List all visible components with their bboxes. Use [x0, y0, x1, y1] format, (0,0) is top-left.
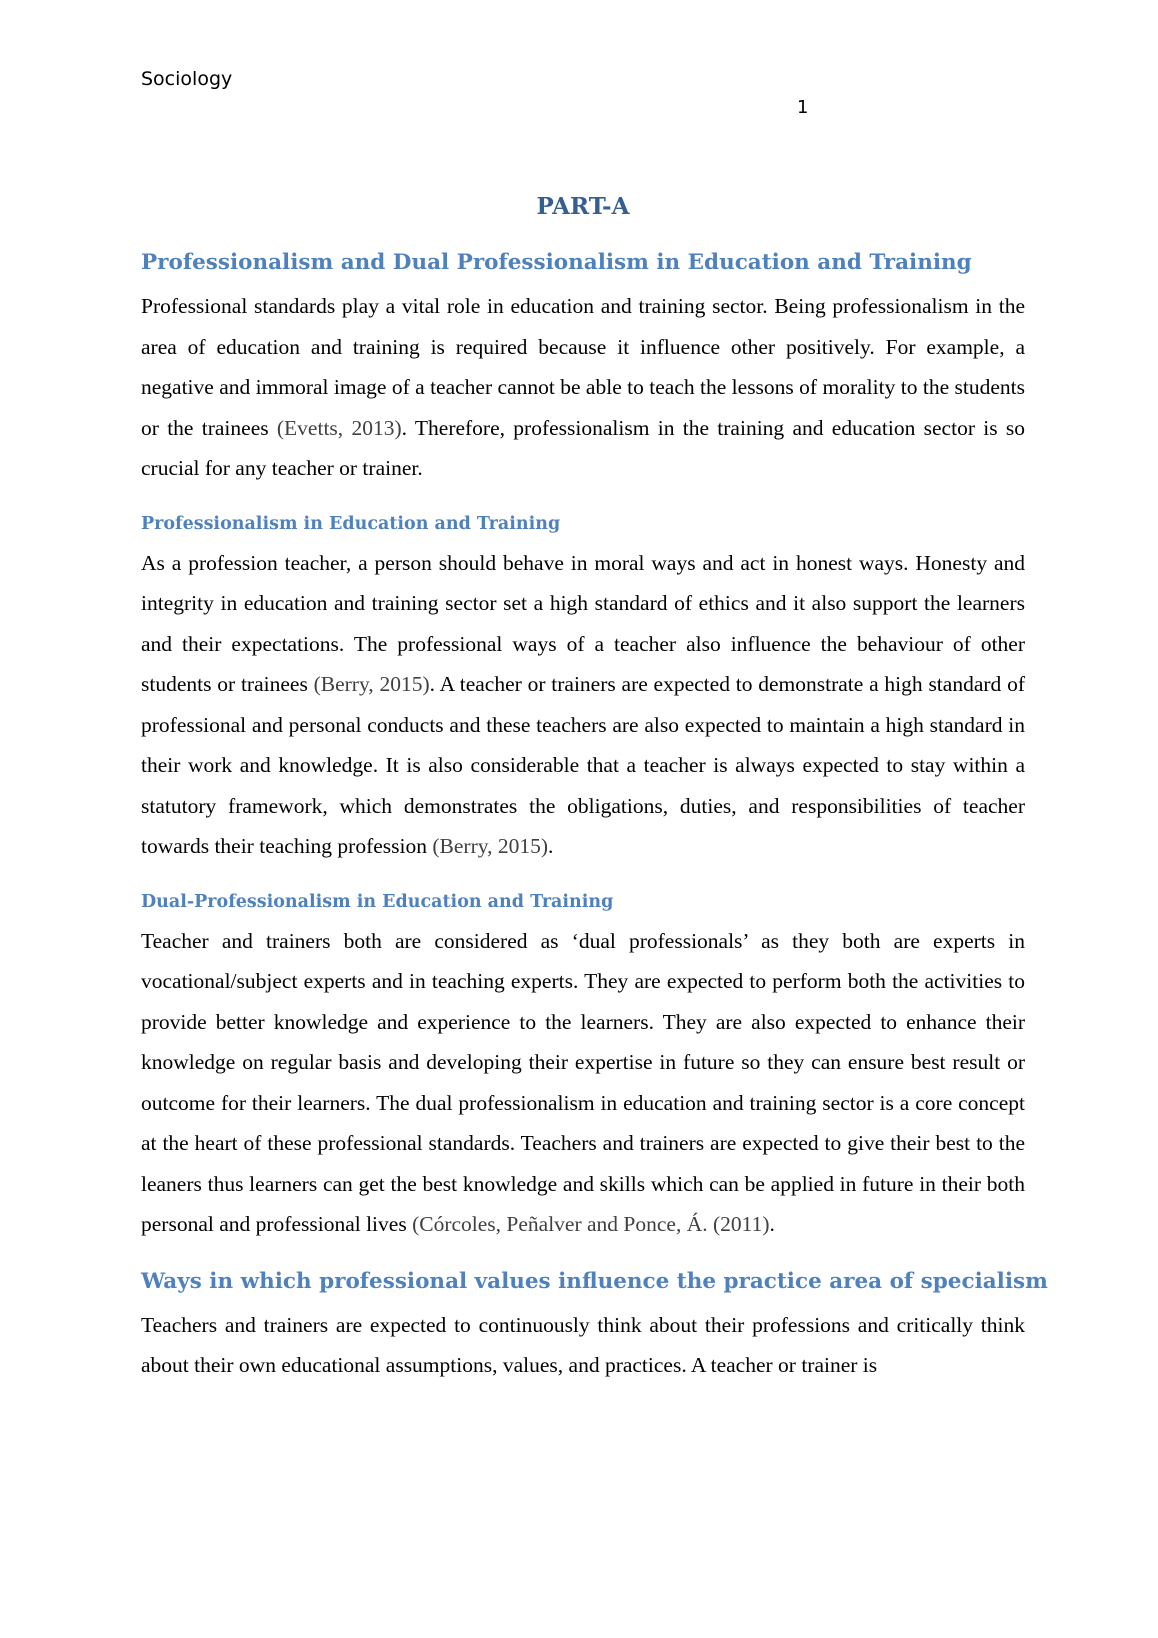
paragraph-text: . Therefore, professionalism in the training and education sector is so crucial for any teacher or trainer. [141, 415, 1026, 480]
paragraph-text: . [548, 834, 554, 858]
page-body [141, 190, 1048, 1386]
section-heading-professional-values: Ways in which professional values influence the practice area of specialism [141, 1268, 1048, 1294]
subsection-paragraph-professionalism [141, 543, 1025, 867]
running-head: Sociology [141, 68, 233, 90]
subsection-heading-professionalism: Professionalism in Education and Training [141, 513, 561, 534]
subsection-paragraph-dual-professionalism [141, 921, 1025, 1245]
citation: (Berry, 2015) [432, 834, 549, 858]
paragraph-text: Teacher and trainers both are considered as ‘dual professionals’ as they both are experts in vocational/subject experts and in teaching experts. They are expected to perform both the activities to provide better knowledge and experience to the learners. They are also expected to enhance their knowledge on regular basis and developing their expertise in future so they can ensure best result or outcome for their learners. The dual professionalism in education and training sector is a core concept at the heart of these professional standards. Teachers and trainers are expected to give their best to the leaners thus learners can get the best knowledge and skills which can be applied in future in their both personal and professional lives [141, 928, 1025, 1236]
paragraph-text: As a profession teacher, a person should behave in moral ways and act in honest ways. Honesty and integrity in education and training sector set a high standard of ethics and it also support the learners and their expectations. The professional ways of a teacher also influence the behaviour of other students or trainees [141, 550, 1025, 696]
citation: (Córcoles, Peñalver and Ponce, Á. (2011) [412, 1212, 770, 1236]
page-number: 1 [797, 97, 809, 118]
section-paragraph-professional-values: Teachers and trainers are expected to continuously think about their professions and critically think about their own educational assumptions, values, and practices. A teacher or trainer is [141, 1312, 1025, 1377]
subsection-heading-dual-professionalism: Dual-Professionalism in Education and Training [141, 891, 614, 912]
citation: (Evetts, 2013) [276, 415, 402, 440]
paragraph-text: . A teacher or trainers are expected to demonstrate a high standard of professional and personal conducts and these teachers are also expected to maintain a high standard in their work and knowledge. It is also considerable that a teacher is always expected to stay within a statutory framework, which demonstrates the obligations, duties, and responsibilities of teacher towards their teaching profession [141, 672, 1025, 858]
paragraph-text: Professional standards play a vital role in education and training sector. Being professionalism in the area of education and training is required because it influence other positively. For example, a negative and immoral image of a teacher cannot be able to teach the lessons of morality to the students or the trainees [141, 294, 1025, 440]
citation: (Berry, 2015) [313, 672, 430, 696]
section-heading-professionalism: Professionalism and Dual Professionalism in Education and Training [141, 250, 972, 275]
part-title: PART-A [536, 193, 630, 220]
section-paragraph-professional-standards [141, 286, 1025, 489]
paragraph-text: . [769, 1212, 775, 1236]
